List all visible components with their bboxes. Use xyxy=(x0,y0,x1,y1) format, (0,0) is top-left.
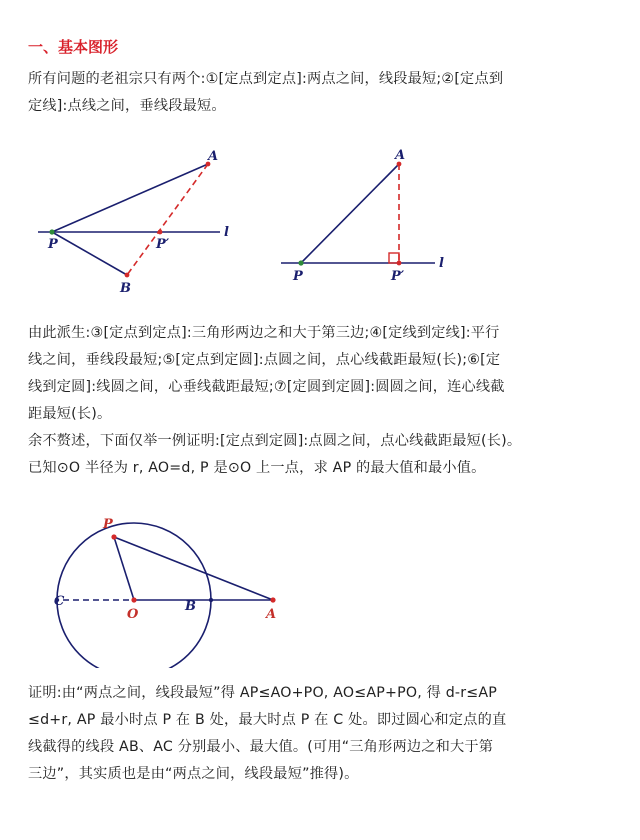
segment-PA xyxy=(52,164,208,232)
segment-PB xyxy=(52,232,127,275)
segment-PA xyxy=(114,537,273,600)
label-l: l xyxy=(439,256,444,271)
label-A: A xyxy=(395,148,406,163)
label-A: A xyxy=(266,607,277,622)
proof-paragraph xyxy=(28,680,616,788)
proof-line-1: 证明:由“两点之间，线段最短”得 AP≤AO+PO, AO≤AP+PO, 得 d-r≤AP xyxy=(28,685,498,701)
point-B xyxy=(209,598,213,602)
label-P: P xyxy=(48,237,58,252)
label-Pprime: P′ xyxy=(391,269,405,284)
figure-point-circle xyxy=(30,508,290,668)
point-B xyxy=(125,273,130,278)
point-O xyxy=(131,597,136,602)
label-B: B xyxy=(185,599,196,614)
segment-AB-dashed xyxy=(127,164,208,275)
proof-line-4: 三边”，其实质也是由“两点之间，线段最短”推得)。 xyxy=(28,766,359,782)
label-P: P xyxy=(293,269,303,284)
derived-line-4: 距最短(长)。 xyxy=(28,406,112,422)
intro-line-2: 定线]:点线之间，垂线段最短。 xyxy=(28,98,226,114)
derived-paragraph xyxy=(28,320,616,428)
point-Pprime xyxy=(397,261,402,266)
label-Pprime: P′ xyxy=(156,237,170,252)
example-paragraph xyxy=(28,428,616,482)
section-heading: 一、基本图形 xyxy=(28,38,119,56)
intro-line-1: 所有问题的老祖宗只有两个:①[定点到定点]:两点之间，线段最短;②[定点到 xyxy=(28,71,504,87)
proof-line-3: 线截得的线段 AB、AC 分别最小、最大值。(可用“三角形两边之和大于第 xyxy=(28,739,494,755)
point-A xyxy=(270,597,275,602)
derived-line-2: 线之间，垂线段最短;⑤[定点到定圆]:点圆之间，点心线截距最短(长);⑥[定 xyxy=(28,352,501,368)
example-line-2: 已知⊙O 半径为 r, AO=d, P 是⊙O 上一点，求 AP 的最大值和最小值。 xyxy=(28,460,486,476)
label-C: C xyxy=(54,594,65,609)
point-P xyxy=(49,229,54,234)
label-l: l xyxy=(224,225,229,240)
figure-triangle-inequality xyxy=(30,140,250,305)
example-line-1: 余不赘述，下面仅举一例证明:[定点到定圆]:点圆之间，点心线截距最短(长)。 xyxy=(28,433,522,449)
point-Pprime xyxy=(158,230,163,235)
derived-line-1: 由此派生:③[定点到定点]:三角形两边之和大于第三边;④[定线到定线]:平行 xyxy=(28,325,500,341)
point-P xyxy=(298,260,303,265)
intro-paragraph xyxy=(28,66,616,120)
point-P xyxy=(111,534,116,539)
label-O: O xyxy=(127,607,139,622)
segment-PO xyxy=(114,537,134,600)
derived-line-3: 线到定圆]:线圆之间，心垂线截距最短;⑦[定圆到定圆]:圆圆之间，连心线截 xyxy=(28,379,505,395)
segment-PA xyxy=(301,164,399,263)
proof-line-2: ≤d+r, AP 最小时点 P 在 B 处，最大时点 P 在 C 处。即过圆心和定点的直 xyxy=(28,712,507,728)
label-P: P xyxy=(103,517,113,532)
figure-perpendicular xyxy=(275,140,465,290)
label-A: A xyxy=(208,149,219,164)
label-B: B xyxy=(120,281,131,296)
